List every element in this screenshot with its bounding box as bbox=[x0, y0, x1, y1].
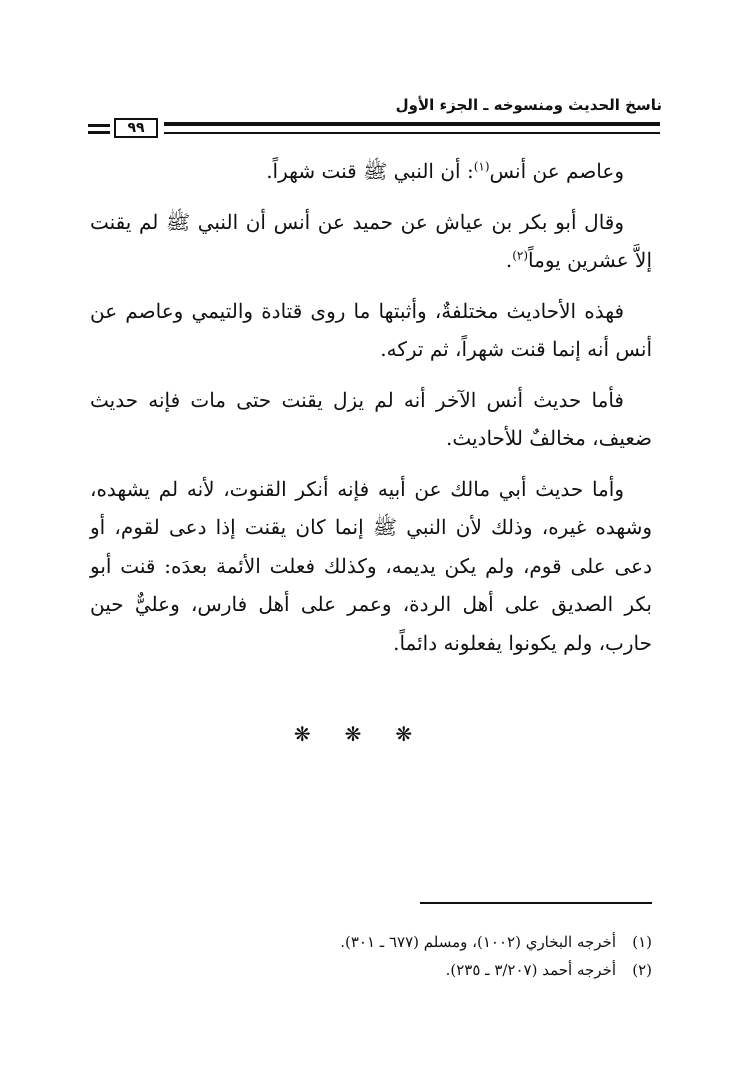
footnote-1 bbox=[90, 928, 652, 956]
footnote-2 bbox=[90, 956, 652, 984]
separator-star: ❋ bbox=[293, 722, 345, 746]
header-rule bbox=[88, 118, 660, 140]
footnote-ref-1: (١) bbox=[473, 159, 490, 174]
footnote-1-number: (١) bbox=[632, 933, 652, 951]
page-number: ٩٩ bbox=[114, 118, 158, 138]
paragraph-3: فهذه الأحاديث مختلفةٌ، وأثبتها ما روى قتادة والتيمي وعاصم عن أنس أنه إنما قنت شهراً، ثم تركه. bbox=[90, 298, 652, 361]
paragraph-2-text-a: وقال أبو بكر بن عياش عن حميد عن أنس أن النبي ﷺ لم يقنت إلاَّ عشرين يوماً bbox=[90, 209, 652, 272]
paragraph-2-text-b: . bbox=[505, 248, 513, 272]
section-separator bbox=[0, 722, 740, 746]
paragraph-5: وأما حديث أبي مالك عن أبيه فإنه أنكر القنوت، لأنه لم يشهده، وشهده غيره، وذلك لأن النبي ﷺ إنما كان يقنت إذا دعى لقوم، أو دعى على قوم، ولم يكن يديمه، وكذلك فعلت الأئمة بعدَه: قنت أبو بكر الصديق على أهل الردة، وعمر على أهل فارس، وعليٌّ حين حارب، ولم يكونوا يفعلونه دائماً. bbox=[90, 476, 652, 655]
footnote-2-number: (٢) bbox=[632, 961, 652, 979]
paragraph-2 bbox=[90, 203, 652, 280]
footnote-2-text: أخرجه أحمد (٣/٢٠٧ ـ ٢٣٥). bbox=[445, 961, 616, 979]
running-header-title: ناسخ الحديث ومنسوخه ـ الجزء الأول bbox=[395, 96, 662, 114]
separator-star: ❋ bbox=[344, 722, 396, 746]
footnote-rule bbox=[420, 902, 652, 904]
footnotes bbox=[90, 928, 652, 984]
footnote-ref-2: (٢) bbox=[512, 248, 529, 263]
main-text bbox=[90, 152, 652, 674]
paragraph-1-text-b: : أن النبي ﷺ قنت شهراً. bbox=[266, 159, 474, 183]
paragraph-4: فأما حديث أنس الآخر أنه لم يزل يقنت حتى مات فإنه حديث ضعيف، مخالفٌ للأحاديث. bbox=[90, 387, 652, 450]
separator-star: ❋ bbox=[395, 722, 447, 746]
paragraph-1 bbox=[90, 152, 652, 191]
footnote-1-text: أخرجه البخاري (١٠٠٢)، ومسلم (٦٧٧ ـ ٣٠١). bbox=[340, 933, 616, 951]
header-rule-main-segment bbox=[164, 122, 660, 134]
header-rule-left-segment bbox=[88, 124, 110, 134]
paragraph-1-text-a: وعاصم عن أنس bbox=[489, 159, 624, 183]
